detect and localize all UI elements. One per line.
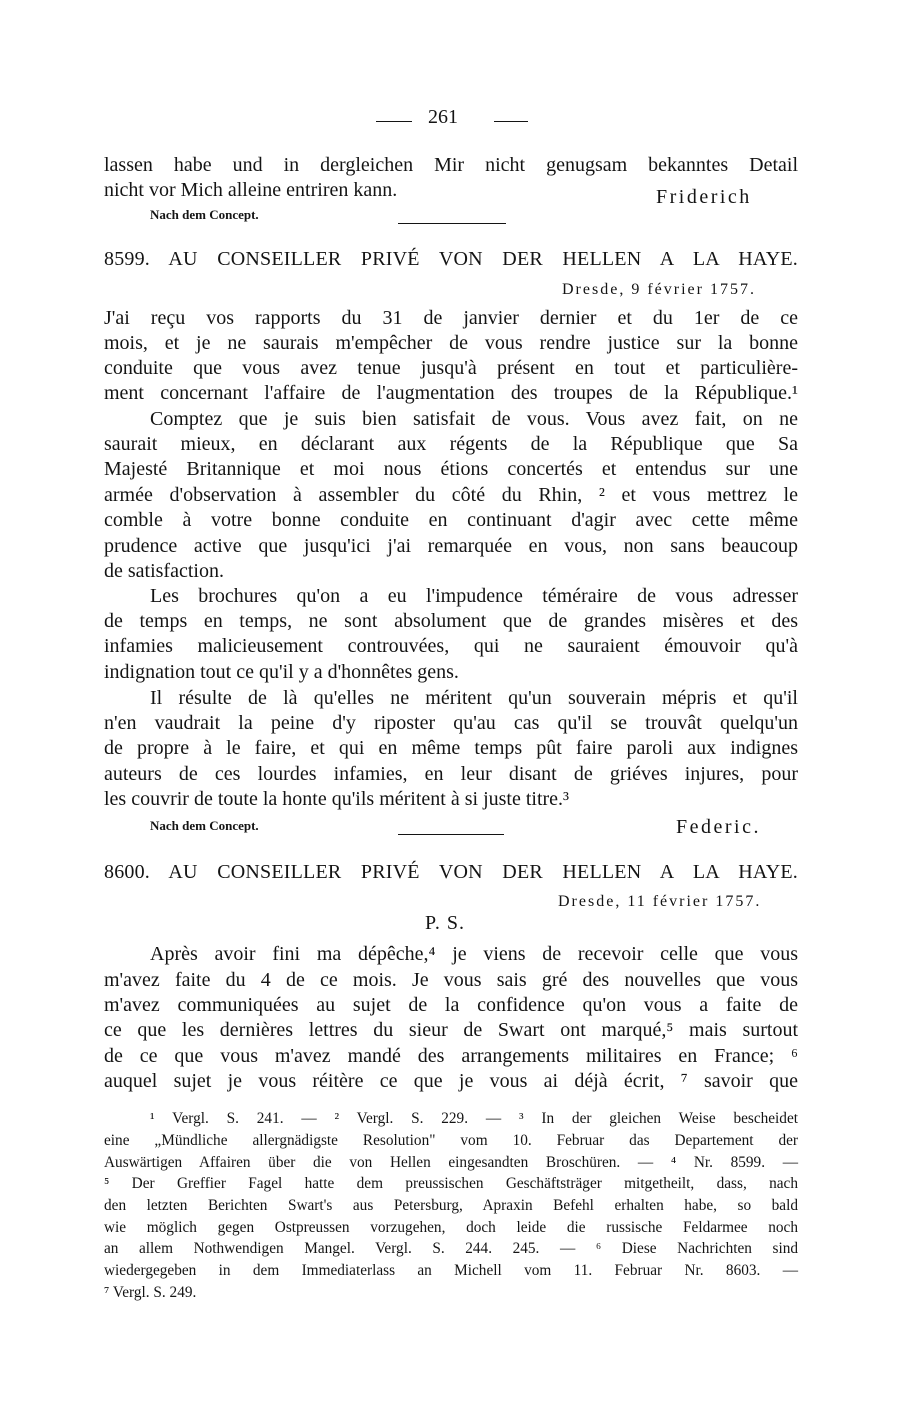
text-line: indignation tout ce qu'il y a d'honnêtes gens. [104, 661, 459, 683]
text-line: Majesté Britannique et moi nous étions concertés et entendus sur une [104, 458, 798, 480]
signature: Friderich [656, 186, 752, 208]
text-line: m'avez communiquées au sujet de la confidence qu'on vous a faite de [104, 994, 798, 1016]
header-rule-right [494, 121, 528, 122]
text-line: nicht vor Mich alleine entriren kann. [104, 179, 398, 201]
header-rule-left [376, 121, 412, 122]
text-line: ment concernant l'affaire de l'augmentation des troupes de la République.¹ [104, 382, 798, 404]
signature: Federic. [676, 816, 761, 838]
text-line: de temps en temps, ne sont absolument que de grandes misères et des [104, 610, 798, 632]
text-line: de propre à le faire, et qui en même temps pût faire paroli aux indignes [104, 737, 798, 759]
text-line: Il résulte de là qu'elles ne méritent qu'un souverain mépris et qu'il [150, 687, 798, 709]
text-line: comble à votre bonne conduite en continuant d'agir avec cette même [104, 509, 798, 531]
text-line: prudence active que jusqu'ici j'ai remarquée en vous, non sans beaucoup [104, 535, 798, 557]
text-line: les couvrir de toute la honte qu'ils méritent à si juste titre.³ [104, 788, 570, 810]
footnote-line: ¹ Vergl. S. 241. — ² Vergl. S. 229. — ³ In der gleichen Weise bescheidet [150, 1110, 798, 1127]
text-line: auteurs de ces lourdes infamies, en leur disant de griéves injures, pour [104, 763, 798, 785]
text-line: de ce que vous m'avez mandé des arrangements militaires en France; ⁶ [104, 1045, 798, 1067]
text-line: infamies malicieusement controuvées, qui ne sauraient émouvoir qu'à [104, 635, 798, 657]
dateline: Dresde, 9 février 1757. [562, 281, 756, 298]
footnote-line: wie möglich gegen Ostpreussen vorzugehen, doch leide die russische Feldarmee noch [104, 1219, 798, 1236]
text-line: Comptez que je suis bien satisfait de vous. Vous avez fait, on ne [150, 408, 798, 430]
text-line: auquel sujet je vous réitère ce que je vous ai déjà écrit, ⁷ savoir que [104, 1070, 798, 1092]
text-line: n'en vaudrait la peine d'y riposter qu'au cas qu'il se trouvât quelqu'un [104, 712, 798, 734]
text-line: saurait mieux, en déclarant aux régents de la République que Sa [104, 433, 798, 455]
section-divider [398, 223, 506, 224]
text-line: mois, et je ne saurais m'empêcher de vous rendre justice sur la bonne [104, 332, 798, 354]
letter-heading: 8599. AU CONSEILLER PRIVÉ VON DER HELLEN A LA HAYE. [104, 248, 798, 270]
text-line: m'avez faite du 4 de ce mois. Je vous sais gré des nouvelles que vous [104, 969, 798, 991]
footnote-line: ⁵ Der Greffier Fagel hatte dem preussischen Geschäftsträger mitgetheilt, dass, nach [104, 1175, 798, 1192]
source-note: Nach dem Concept. [150, 818, 259, 833]
footnote-line: wiedergegeben in dem Immediaterlass an Michell vom 11. Februar Nr. 8603. — [104, 1262, 798, 1279]
text-line: J'ai reçu vos rapports du 31 de janvier dernier et du 1er de ce [104, 307, 798, 329]
text-line: lassen habe und in dergleichen Mir nicht genugsam bekanntes Detail [104, 154, 798, 176]
text-line: conduite que vous avez tenue jusqu'à présent en tout et particulière- [104, 357, 798, 379]
footnote-line: den letzten Berichten Swart's aus Petersburg, Apraxin Befehl erhalten habe, so bald [104, 1197, 798, 1214]
source-note: Nach dem Concept. [150, 207, 259, 222]
footnote-line: Auswärtigen Affairen über die von Hellen eingesandten Broschüren. — ⁴ Nr. 8599. — [104, 1154, 798, 1171]
section-divider [398, 834, 504, 835]
letter-heading: 8600. AU CONSEILLER PRIVÉ VON DER HELLEN A LA HAYE. [104, 861, 798, 883]
dateline: Dresde, 11 février 1757. [558, 893, 762, 910]
text-line: armée d'observation à assembler du côté du Rhin, ² et vous mettrez le [104, 484, 798, 506]
text-line: Les brochures qu'on a eu l'impudence téméraire de vous adresser [150, 585, 798, 607]
text-line: Après avoir fini ma dépêche,⁴ je viens de recevoir celle que vous [150, 943, 798, 965]
text-line: ce que les dernières lettres du sieur de Swart ont marqué,⁵ mais surtout [104, 1019, 798, 1041]
postscript-label: P. S. [425, 912, 466, 934]
footnote-line: an allem Nothwendigen Mangel. Vergl. S. 244. 245. — ⁶ Diese Nachrichten sind [104, 1240, 798, 1257]
text-line: de satisfaction. [104, 560, 224, 582]
footnote-line: eine „Mündliche allergnädigste Resolution" vom 10. Februar das Departement der [104, 1132, 798, 1149]
page-number: 261 [428, 106, 458, 128]
footnote-line: ⁷ Vergl. S. 249. [104, 1284, 197, 1301]
